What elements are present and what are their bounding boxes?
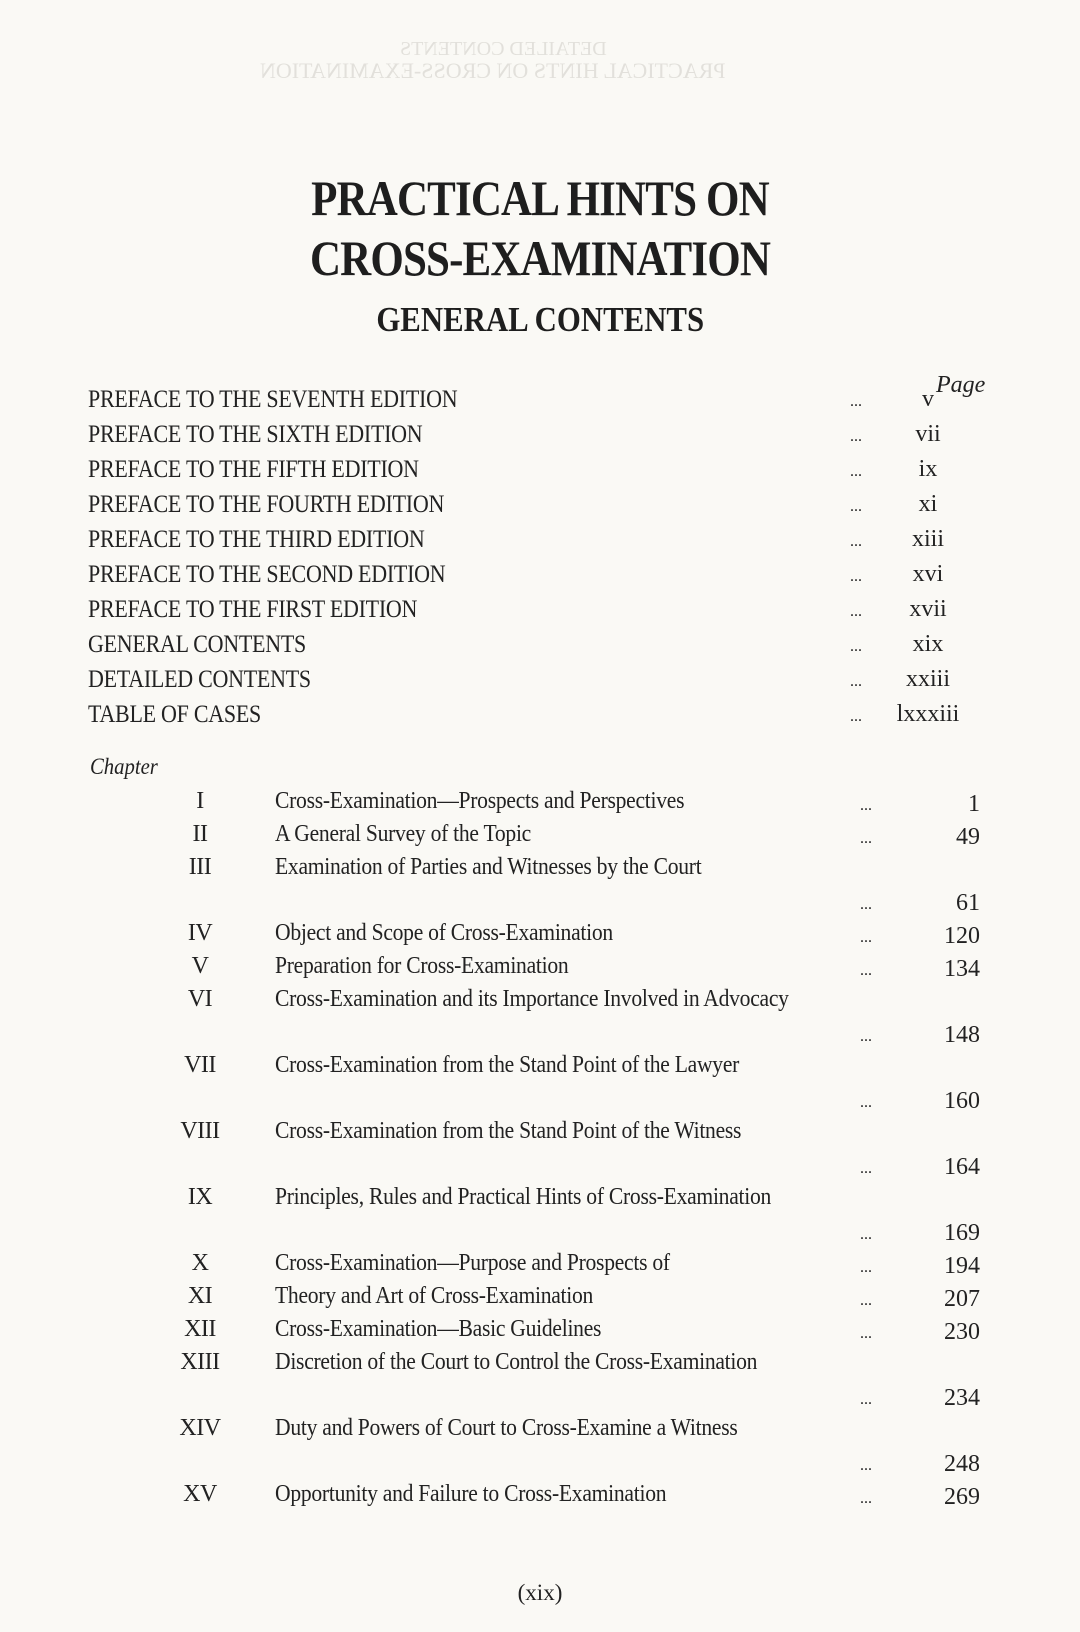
front-matter-entry: [88, 592, 1008, 627]
entry-label: PREFACE TO THE SEVENTH EDITION: [88, 386, 458, 413]
page-column-heading: Page: [936, 372, 986, 398]
chapter-entry: [0, 1479, 1080, 1512]
chapter-entry: [0, 819, 1080, 852]
chapter-number: XIII: [180, 1349, 220, 1375]
book-title-line-1: PRACTICAL HINTS ON: [311, 170, 769, 226]
chapter-number: III: [188, 854, 212, 880]
chapter-number: XII: [184, 1316, 216, 1342]
chapter-page: 49: [956, 824, 980, 850]
front-matter-entry: [88, 627, 1008, 662]
chapter-number: IX: [187, 1184, 213, 1210]
chapter-number: V: [191, 953, 209, 979]
chapter-number: XI: [187, 1283, 213, 1309]
front-matter-entry: [88, 697, 1008, 732]
dot-leader: ...: [850, 673, 862, 690]
entry-label: PREFACE TO THE FOURTH EDITION: [88, 491, 445, 518]
chapter-number: XV: [183, 1481, 217, 1507]
chapter-entry: [0, 1248, 1080, 1281]
chapter-title: A General Survey of the Topic: [275, 821, 531, 847]
chapter-entry: [0, 852, 1080, 918]
dot-leader: ...: [860, 896, 872, 913]
page-folio: (xix): [517, 1580, 563, 1605]
chapter-title: Preparation for Cross-Examination: [275, 953, 569, 979]
dot-leader: ...: [850, 708, 862, 725]
chapter-page: 120: [944, 923, 980, 949]
dot-leader: ...: [850, 498, 862, 515]
entry-label: DETAILED CONTENTS: [88, 666, 311, 693]
dot-leader: ...: [850, 533, 862, 550]
chapter-page: 134: [944, 956, 980, 982]
chapter-title: Opportunity and Failure to Cross-Examination: [275, 1481, 667, 1507]
chapter-entry: [0, 1050, 1080, 1116]
dot-leader: ...: [860, 1325, 872, 1342]
chapter-list: [0, 786, 1080, 1512]
dot-leader: ...: [860, 830, 872, 847]
bleed-through-section: DETAILED CONTENTS: [400, 38, 607, 60]
front-matter-entry: [88, 522, 1008, 557]
dot-leader: ...: [860, 929, 872, 946]
chapter-page: 248: [944, 1451, 980, 1477]
chapter-number: II: [192, 821, 208, 847]
chapter-title: Cross-Examination from the Stand Point of the Witness: [275, 1118, 742, 1144]
chapter-title: Cross-Examination—Purpose and Prospects of: [275, 1250, 670, 1276]
front-matter-list: [88, 382, 1008, 732]
dot-leader: ...: [860, 1391, 872, 1408]
chapter-entry: [0, 951, 1080, 984]
chapter-number: VIII: [180, 1118, 220, 1144]
chapter-title: Cross-Examination—Basic Guidelines: [275, 1316, 602, 1342]
chapter-title: Examination of Parties and Witnesses by the Court: [275, 854, 702, 880]
entry-label: PREFACE TO THE THIRD EDITION: [88, 526, 425, 553]
entry-page: lxxxiii: [896, 701, 960, 727]
chapter-number: VII: [184, 1052, 216, 1078]
chapter-title: Discretion of the Court to Control the Cross-Examination: [275, 1349, 758, 1375]
dot-leader: ...: [860, 1160, 872, 1177]
chapter-title: Object and Scope of Cross-Examination: [275, 920, 613, 946]
front-matter-entry: [88, 662, 1008, 697]
front-matter-entry: [88, 487, 1008, 522]
dot-leader: ...: [860, 1490, 872, 1507]
dot-leader: ...: [860, 1028, 872, 1045]
chapter-entry: [0, 1281, 1080, 1314]
chapter-entry: [0, 1314, 1080, 1347]
chapter-title: Principles, Rules and Practical Hints of Cross-Examination: [275, 1184, 772, 1210]
chapter-number: XIV: [179, 1415, 221, 1441]
dot-leader: ...: [860, 1292, 872, 1309]
chapter-page: 269: [944, 1484, 980, 1510]
entry-page: xiii: [911, 526, 944, 552]
chapter-page: 194: [944, 1253, 980, 1279]
chapter-page: 148: [944, 1022, 980, 1048]
front-matter-entry: [88, 452, 1008, 487]
section-title: GENERAL CONTENTS: [376, 300, 704, 339]
chapter-title: Cross-Examination and its Importance Involved in Advocacy: [275, 986, 789, 1012]
chapter-entry: [0, 984, 1080, 1050]
entry-page: vii: [915, 421, 941, 447]
chapter-page: 207: [944, 1286, 980, 1312]
bleed-through-running-head: PRACTICAL HINTS ON CROSS-EXAMINATION: [260, 58, 726, 83]
chapter-page: 1: [968, 791, 980, 817]
chapter-entry: [0, 1347, 1080, 1413]
entry-page: xix: [912, 631, 944, 657]
chapter-title: Theory and Art of Cross-Examination: [275, 1283, 594, 1309]
chapter-title: Cross-Examination from the Stand Point of the Lawyer: [275, 1052, 740, 1078]
dot-leader: ...: [850, 568, 862, 585]
dot-leader: ...: [860, 797, 872, 814]
chapter-page: 169: [944, 1220, 980, 1246]
chapter-column-heading: Chapter: [90, 754, 158, 779]
entry-page: xvii: [909, 596, 947, 622]
chapter-number: X: [191, 1250, 209, 1276]
entry-page: v: [922, 386, 934, 412]
chapter-page: 164: [944, 1154, 980, 1180]
entry-page: xi: [918, 491, 938, 517]
chapter-number: VI: [187, 986, 213, 1012]
book-title: [0, 168, 1080, 288]
entry-label: PREFACE TO THE SECOND EDITION: [88, 561, 446, 588]
dot-leader: ...: [860, 1094, 872, 1111]
entry-page: ix: [918, 456, 938, 482]
dot-leader: ...: [860, 1457, 872, 1474]
chapter-page: 234: [944, 1385, 980, 1411]
chapter-page: 61: [956, 890, 980, 916]
chapter-entry: [0, 786, 1080, 819]
chapter-entry: [0, 1182, 1080, 1248]
chapter-page: 160: [944, 1088, 980, 1114]
dot-leader: ...: [850, 428, 862, 445]
entry-label: PREFACE TO THE FIRST EDITION: [88, 596, 418, 623]
entry-page: xxiii: [905, 666, 950, 692]
chapter-entry: [0, 1413, 1080, 1479]
front-matter-entry: [88, 382, 1008, 417]
dot-leader: ...: [850, 463, 862, 480]
dot-leader: ...: [860, 962, 872, 979]
book-title-line-2: CROSS-EXAMINATION: [309, 230, 771, 286]
dot-leader: ...: [860, 1226, 872, 1243]
dot-leader: ...: [850, 603, 862, 620]
entry-label: TABLE OF CASES: [88, 701, 262, 728]
chapter-entry: [0, 918, 1080, 951]
dot-leader: ...: [850, 638, 862, 655]
chapter-entry: [0, 1116, 1080, 1182]
entry-label: GENERAL CONTENTS: [88, 631, 307, 658]
chapter-title: Duty and Powers of Court to Cross-Examine a Witness: [275, 1415, 738, 1441]
entry-label: PREFACE TO THE SIXTH EDITION: [88, 421, 423, 448]
chapter-page: 230: [944, 1319, 980, 1345]
chapter-number: I: [196, 788, 204, 814]
entry-label: PREFACE TO THE FIFTH EDITION: [88, 456, 419, 483]
entry-page: xvi: [912, 561, 944, 587]
chapter-number: IV: [187, 920, 213, 946]
chapter-title: Cross-Examination—Prospects and Perspectives: [275, 788, 685, 814]
front-matter-entry: [88, 417, 1008, 452]
front-matter-entry: [88, 557, 1008, 592]
dot-leader: ...: [850, 393, 862, 410]
dot-leader: ...: [860, 1259, 872, 1276]
